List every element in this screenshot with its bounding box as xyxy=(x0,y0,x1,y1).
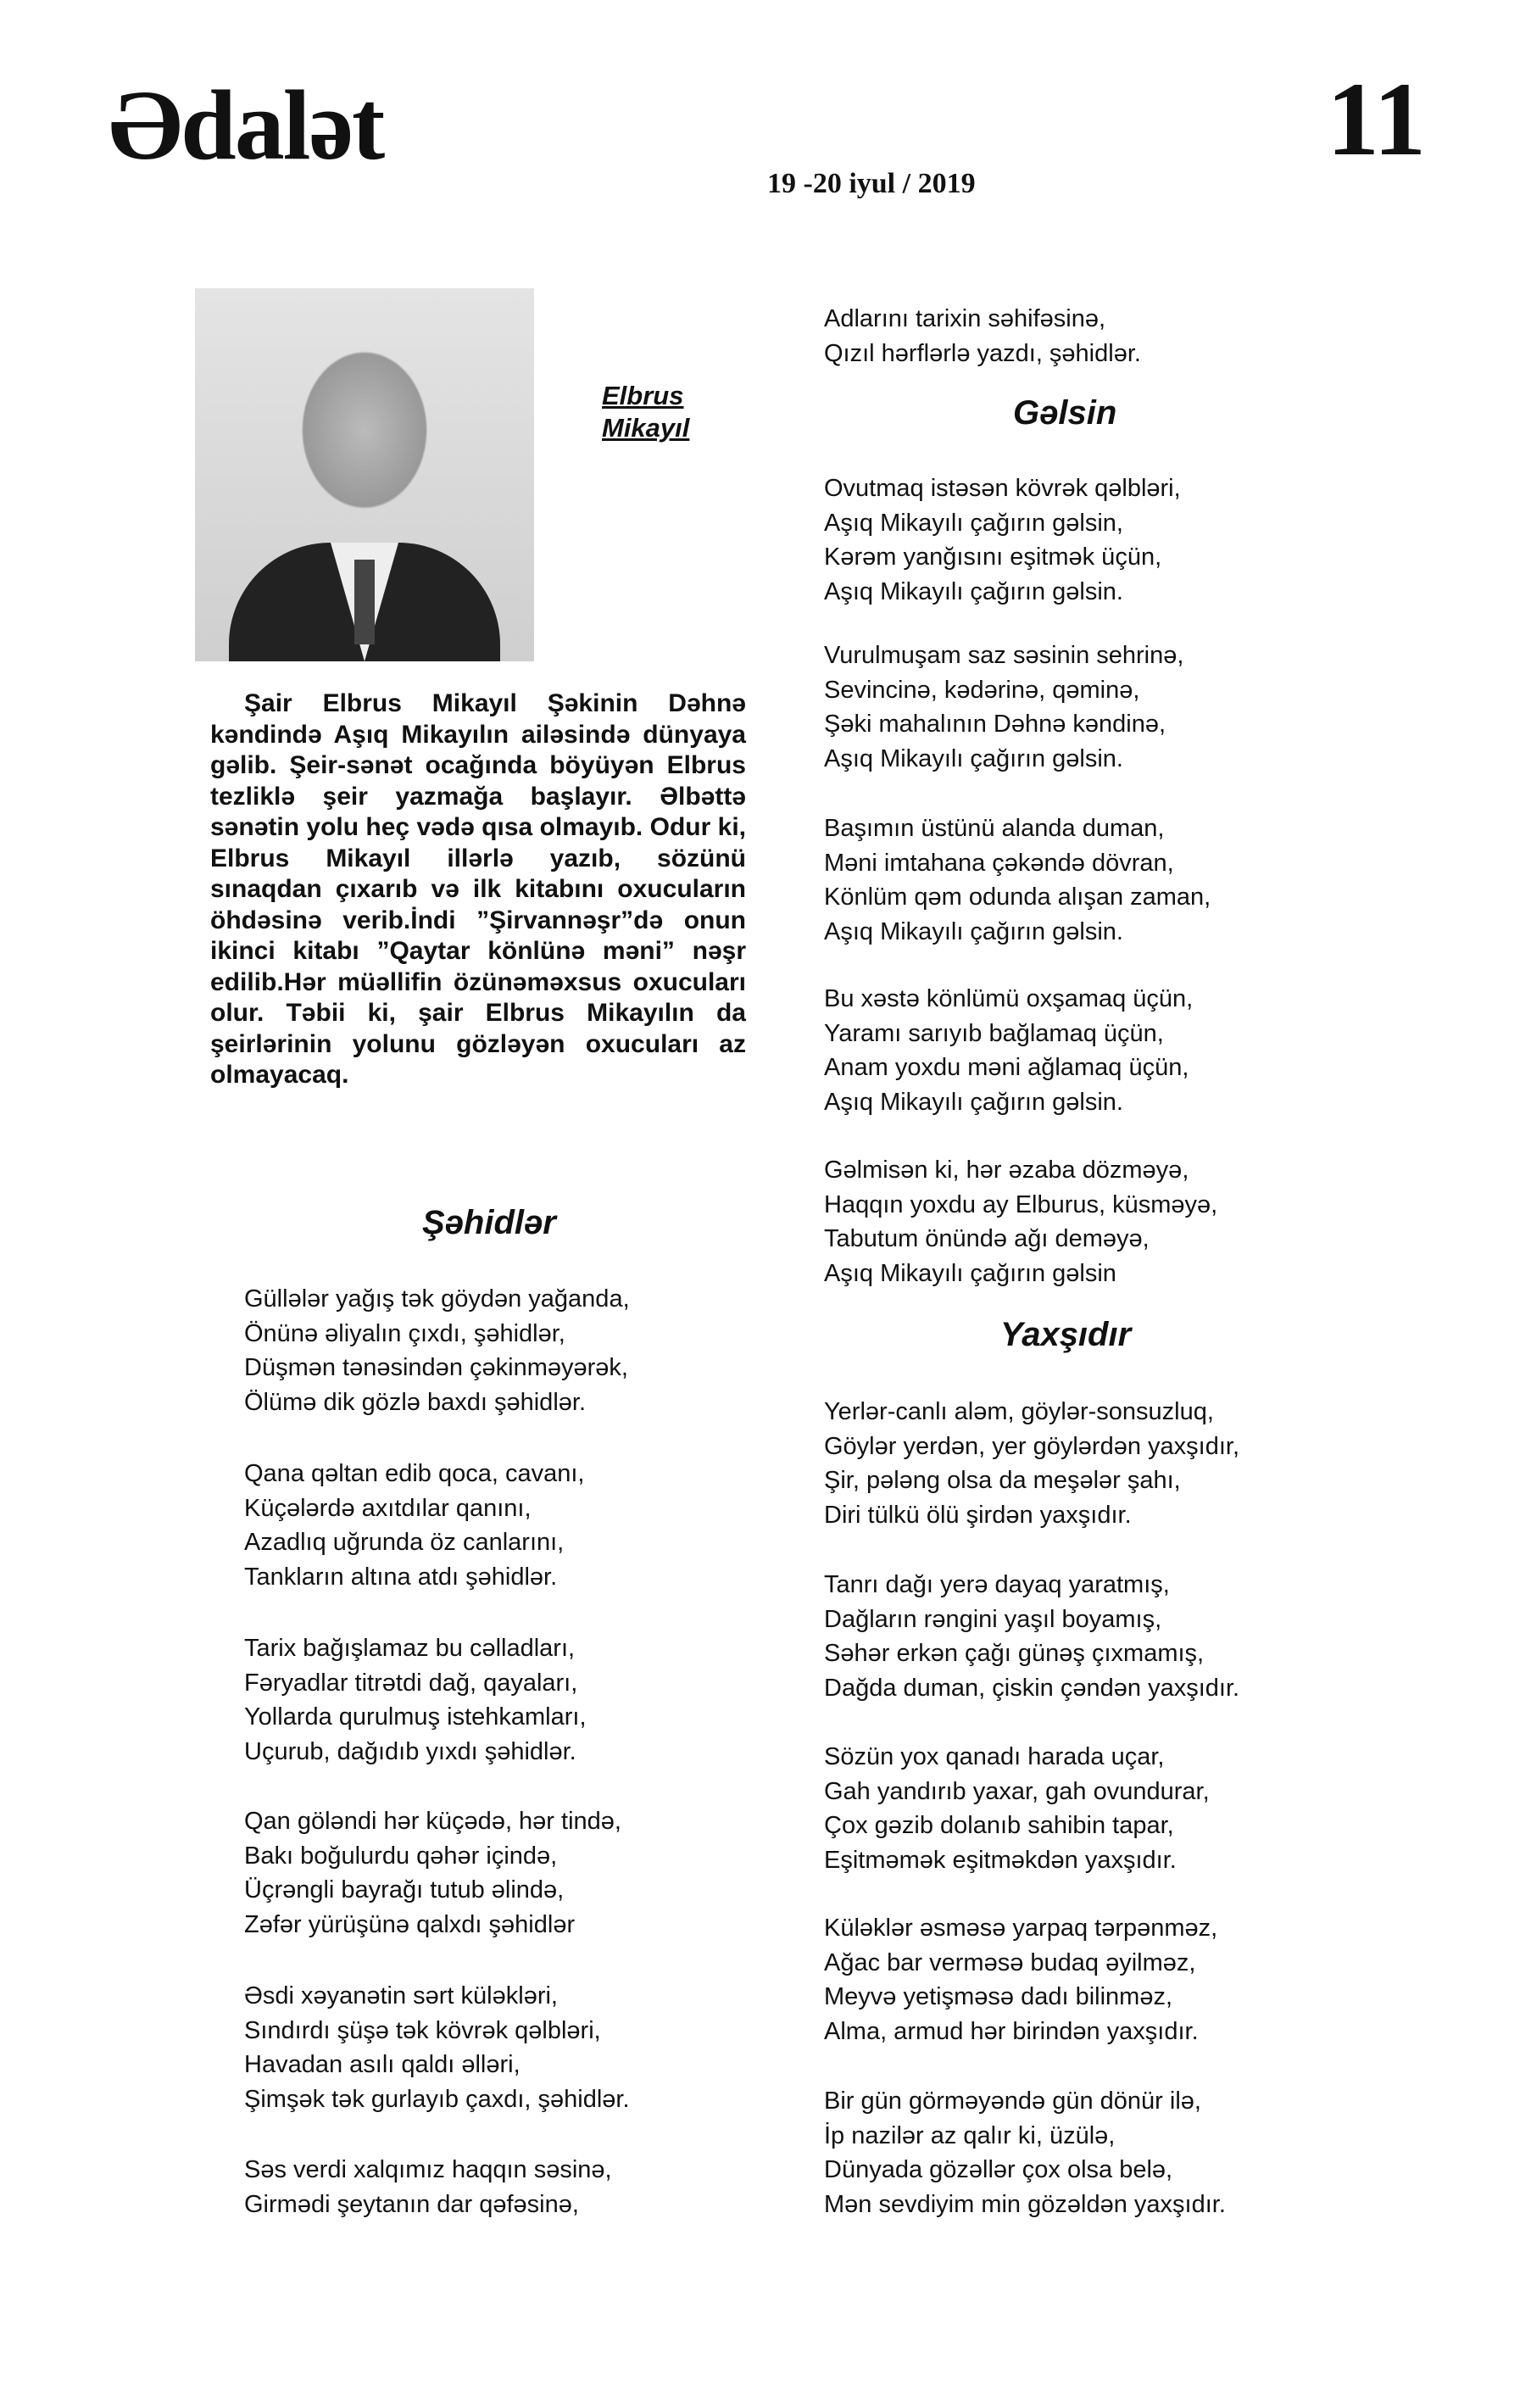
poem-line: Sındırdı şüşə tək kövrək qəlbləri, xyxy=(244,2016,601,2044)
poem-line: Sevincinə, kədərinə, qəminə, xyxy=(824,676,1140,704)
poem-line: Səs verdi xalqımız haqqın səsinə, xyxy=(244,2156,612,2183)
author-byline xyxy=(602,380,689,444)
poem-line: Aşıq Mikayılı çağırın gəlsin, xyxy=(824,509,1123,537)
poem-line: Yerlər-canlı aləm, göylər-sonsuzluq, xyxy=(824,1398,1214,1425)
poem-line: Ovutmaq istəsən kövrək qəlbləri, xyxy=(824,475,1181,502)
poem-stanza xyxy=(244,2153,612,2221)
poem-line: Girmədi şeytanın dar qəfəsinə, xyxy=(244,2190,579,2218)
poem-stanza xyxy=(824,1153,1217,1290)
poem-line: Yaramı sarıyıb bağlamaq üçün, xyxy=(824,1019,1164,1047)
masthead: Ədalət xyxy=(109,70,384,181)
page-number: 11 xyxy=(1327,61,1427,177)
poem-line: Küçələrdə axıtdılar qanını, xyxy=(244,1494,532,1522)
poem-stanza xyxy=(244,1457,584,1594)
poem-line: Sözün yox qanadı harada uçar, xyxy=(824,1743,1165,1770)
poem-stanza-continued xyxy=(824,302,1141,371)
author-bio: Şair Elbrus Mikayıl Şəkinin Dəhnə kəndində Aşıq Mikayılın ailəsində dünyaya gəlib. Şeir-sənət ocağında böyüyən Elbrus tezliklə şeir yazmağa başlayır. Əlbəttə sənətin yolu heç vədə qısa olmayıb. Odur ki, Elbrus Mikayıl illərlə yazıb, sözünü sınaqdan çıxarıb və ilk kitabını oxucuların öhdəsinə verib.İndi ”Şirvannəşr”də onun ikinci kitabı ”Qaytar könlünə məni” nəşr edilib.Hər müəllifin özünəməxsus oxucuları olur. Təbii ki, şair Elbrus Mikayılın da şeirlərinin yolunu gözləyən oxucuları az olmayacaq. xyxy=(210,689,746,1089)
poem-line: Eşitməmək eşitməkdən yaxşıdır. xyxy=(824,1846,1177,1874)
poem-line: Havadan asılı qaldı əlləri, xyxy=(244,2051,521,2079)
poem-line: Bu xəstə könlümü oxşamaq üçün, xyxy=(824,985,1194,1012)
poem-line: Şəki mahalının Dəhnə kəndinə, xyxy=(824,711,1166,739)
poem-line: Könlüm qəm odunda alışan zaman, xyxy=(824,883,1211,911)
poem-stanza xyxy=(244,1631,587,1769)
poem-line: Adlarını tarixin səhifəsinə, xyxy=(824,305,1106,332)
poem-line: Vurulmuşam saz səsinin sehrinə, xyxy=(824,642,1184,669)
poem-line: Qan göləndi hər küçədə, hər tində, xyxy=(244,1808,621,1835)
poem-stanza xyxy=(824,811,1211,949)
poem-line: Tankların altına atdı şəhidlər. xyxy=(244,1563,558,1591)
poem-stanza xyxy=(824,638,1183,776)
poem-line: Göylər yerdən, yer göylərdən yaxşıdır, xyxy=(824,1432,1240,1460)
poem-line: Aşıq Mikayılı çağırın gəlsin xyxy=(824,1259,1116,1287)
poem-line: Diri tülkü ölü şirdən yaxşıdır. xyxy=(824,1501,1132,1529)
poem-line: Bakı boğulurdu qəhər içində, xyxy=(244,1842,558,1870)
poem-line: Bir gün görməyəndə gün dönür ilə, xyxy=(824,2087,1201,2115)
poem-line: Tanrı dağı yerə dayaq yaratmış, xyxy=(824,1571,1170,1598)
poem-line: Tarix bağışlamaz bu cəlladları, xyxy=(244,1635,576,1662)
poem-line: Güllələr yağış tək göydən yağanda, xyxy=(244,1285,630,1313)
poem-line: Mən sevdiyim min gözəldən yaxşıdır. xyxy=(824,2190,1226,2218)
poem-stanza xyxy=(244,1804,621,1942)
poem-line: Qana qəltan edib qoca, cavanı, xyxy=(244,1460,585,1487)
poem-line: Şir, pələng olsa da meşələr şahı, xyxy=(824,1467,1181,1495)
poem-line: Kərəm yanğısını eşitmək üçün, xyxy=(824,543,1162,571)
poem-stanza xyxy=(244,1979,630,2116)
poem-line: Yollarda qurulmuş istehkamları, xyxy=(244,1703,587,1731)
poem-line: Ağac bar verməsə budaq əyilməz, xyxy=(824,1948,1196,1976)
poem-stanza xyxy=(244,1282,630,1419)
poem-line: Önünə əliyalın çıxdı, şəhidlər, xyxy=(244,1319,565,1347)
poem-line: Məni imtahana çəkəndə dövran, xyxy=(824,849,1174,877)
poem-line: Şimşək tək gurlayıb çaxdı, şəhidlər. xyxy=(244,2085,630,2113)
poem-line: Çox gəzib dolanıb sahibin tapar, xyxy=(824,1812,1174,1840)
poem-stanza xyxy=(824,1395,1239,1532)
poem-line: Aşıq Mikayılı çağırın gəlsin. xyxy=(824,917,1123,945)
poem-line: Qızıl hərflərlə yazdı, şəhidlər. xyxy=(824,339,1141,367)
poem-line: Aşıq Mikayılı çağırın gəlsin. xyxy=(824,744,1123,772)
poem-line: Düşmən tənəsindən çəkinməyərək, xyxy=(244,1354,628,1382)
poem-line: Zəfər yürüşünə qalxdı şəhidlər xyxy=(244,1910,576,1938)
poem-line: Alma, armud hər birindən yaxşıdır. xyxy=(824,2017,1199,2045)
poem-line: Əsdi xəyanətin sərt küləkləri, xyxy=(244,1982,558,2009)
poem-line: Dağda duman, çiskin çəndən yaxşıdır. xyxy=(824,1674,1240,1702)
poem-line: Fəryadlar titrətdi dağ, qayaları, xyxy=(244,1669,578,1697)
poem-line: Səhər erkən çağı günəş çıxmamış, xyxy=(824,1640,1205,1668)
author-last-name: Mikayıl xyxy=(602,413,690,443)
poem-title-gelsin: Gəlsin xyxy=(1013,394,1117,432)
author-first-name: Elbrus xyxy=(602,381,684,410)
poem-line: Gəlmisən ki, hər əzaba dözməyə, xyxy=(824,1157,1189,1184)
poem-line: Uçurub, dağıdıb yıxdı şəhidlər. xyxy=(244,1737,576,1765)
poem-line: İp nazilər az qalır ki, üzülə, xyxy=(824,2121,1116,2149)
poem-title-yaxsidir: Yaxşıdır xyxy=(1000,1316,1132,1353)
poem-line: Azadlıq uğrunda öz canlarını, xyxy=(244,1529,565,1557)
poem-stanza xyxy=(824,1740,1210,1877)
poem-line: Gah yandırıb yaxar, gah ovundurar, xyxy=(824,1777,1210,1805)
poem-stanza xyxy=(824,1568,1239,1705)
poem-stanza xyxy=(824,2084,1226,2221)
poem-stanza xyxy=(824,982,1193,1119)
poem-line: Küləklər əsməsə yarpaq tərpənməz, xyxy=(824,1915,1218,1942)
issue-date: 19 -20 iyul / 2019 xyxy=(767,168,976,199)
poem-line: Dünyada gözəllər çox olsa belə, xyxy=(824,2156,1173,2184)
poem-title-sehidler: Şəhidlər xyxy=(422,1204,556,1241)
poem-stanza xyxy=(824,471,1181,609)
poem-line: Aşıq Mikayılı çağırın gəlsin. xyxy=(824,577,1123,605)
poem-line: Ölümə dik gözlə baxdı şəhidlər. xyxy=(244,1388,586,1416)
poem-line: Aşıq Mikayılı çağırın gəlsin. xyxy=(824,1088,1123,1116)
poem-line: Üçrəngli bayrağı tutub əlində, xyxy=(244,1876,565,1904)
poem-line: Dağların rəngini yaşıl boyamış, xyxy=(824,1605,1162,1633)
poem-line: Anam yoxdu məni ağlamaq üçün, xyxy=(824,1054,1189,1082)
poem-line: Başımın üstünü alanda duman, xyxy=(824,815,1165,842)
author-photo xyxy=(195,288,534,661)
poem-line: Tabutum önündə ağı deməyə, xyxy=(824,1225,1150,1253)
poem-stanza xyxy=(824,1911,1217,2048)
poem-line: Haqqın yoxdu ay Elburus, küsməyə, xyxy=(824,1190,1218,1218)
poem-line: Meyvə yetişməsə dadı bilinməz, xyxy=(824,1983,1172,2011)
